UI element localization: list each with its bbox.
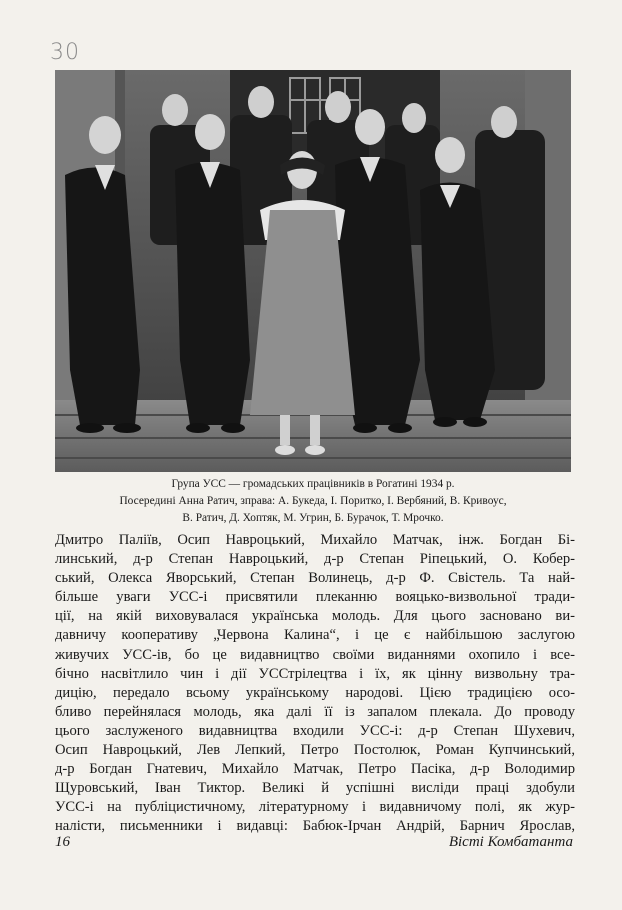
body-line: бічно насвітлило чин і дії УССтрілецтва і їх, як цінну визвольну тра- [55, 665, 575, 682]
body-line: ський, Олекса Яворський, Степан Волинець, д-р Ф. Свістель. Та най- [55, 570, 575, 587]
group-photo [55, 70, 571, 472]
caption-line-3: В. Ратич, Д. Хоптяк, М. Угрин, Б. Бурачок, Т. Мрочко. [182, 512, 444, 524]
caption-line-2: Посередині Анна Ратич, зправа: А. Букеда, І. Поритко, І. Вербяний, В. Кривоус, [119, 495, 507, 507]
body-line: цього заслуженого видавництва входили УСС-і: д-р Степан Шухевич, [55, 722, 575, 739]
body-line: бливо перейнялася молодь, яка далі її із запалом плекала. До проводу [55, 703, 575, 720]
magazine-title: Вісті Комбатанта [448, 834, 573, 850]
body-line: більше уваги УСС-і присвятили плеканню вояцько-визвольної тради- [55, 589, 575, 606]
body-line: д-р Богдан Гнатевич, Михайло Матчак, Петро Пасіка, д-р Володимир [55, 761, 575, 778]
body-line: УСС-і на публіцистичному, літературному і видавничому полі, як жур- [55, 799, 575, 816]
handwritten-page-number: 30 [50, 40, 80, 65]
body-line: налісти, письменники і видавці: Бабюк-Ірчан Андрій, Барнич Ярослав, [55, 818, 575, 835]
body-line: Дмитро Паліїв, Осип Навроцький, Михайло Матчак, інж. Богдан Бі- [55, 532, 575, 548]
body-line: ції, на якій виховувалася українська молодь. Для цього засновано ви- [55, 608, 575, 625]
body-line: линський, д-р Степан Навроцький, д-р Степан Ріпецький, О. Кобер- [55, 551, 575, 568]
caption-line-1: Група УСС — громадських працівників в Рогатині 1934 р. [171, 478, 455, 490]
page-number: 16 [55, 834, 70, 850]
body-line: дицію, передало всьому українському народові. Цією традицією осо- [55, 684, 575, 701]
body-line: живучих УСС-ів, бо це видавництво своїми виданнями охопило і все- [55, 646, 575, 663]
body-line: давничу кооперативу „Червона Калина“, і це є найбільшою заслугою [55, 627, 575, 644]
photo-caption [55, 476, 571, 527]
photo-illustration [55, 70, 571, 472]
body-line: Щуровський, Іван Тиктор. Великі й успішні висліди праці здобули [55, 780, 575, 797]
article-body [55, 531, 575, 837]
body-line: Осип Навроцький, Лев Лепкий, Петро Постолюк, Роман Купчинський, [55, 742, 575, 759]
